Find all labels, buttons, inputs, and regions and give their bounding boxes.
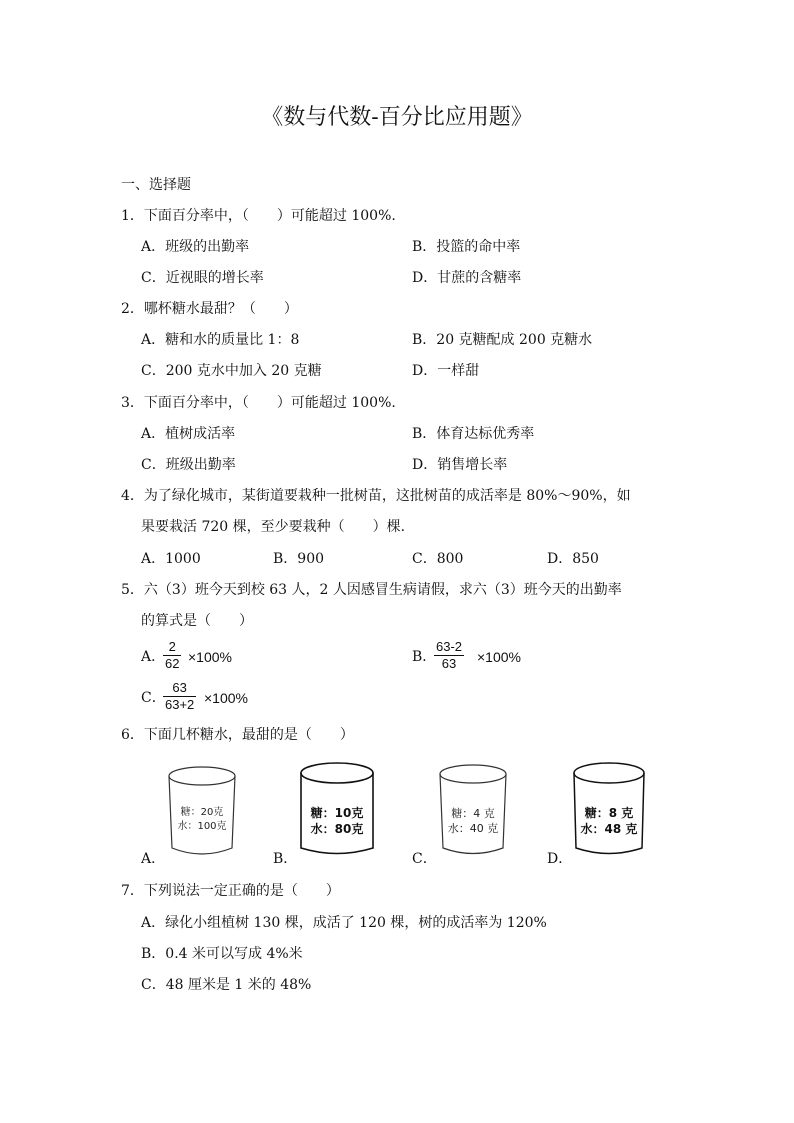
cup-a-image <box>165 764 239 860</box>
question-3-option-d[interactable]: D．销售增长率 <box>412 457 508 473</box>
cup-b-image <box>298 760 376 860</box>
question-2-option-d[interactable]: D．一样甜 <box>412 363 480 379</box>
question-3-stem: 3．下面百分率中，（ ）可能超过 100%. <box>121 395 396 411</box>
question-3-option-b[interactable]: B．体育达标优秀率 <box>412 426 535 442</box>
cup-rim <box>440 765 506 783</box>
question-5-option-c-multiplier: ×100% <box>204 690 248 706</box>
page-title: 《数与代数-百分比应用题》 <box>261 105 533 130</box>
question-4-stem-line-2: 果要栽活 720 棵，至少要栽种（ ）棵. <box>141 519 406 535</box>
cup-a-sugar: 糖：20克 <box>180 807 224 818</box>
cup-c-water: 水：40 克 <box>447 822 499 835</box>
section-heading: 一、选择题 <box>121 177 191 193</box>
question-1-option-d[interactable]: D．甘蔗的含糖率 <box>412 270 522 286</box>
fraction-denominator: 62 <box>165 656 180 671</box>
question-5-stem-line-2: 的算式是（ ） <box>141 613 253 629</box>
question-5-option-b-fraction <box>434 639 464 672</box>
cup-rim <box>169 767 235 785</box>
question-7-option-b[interactable]: B．0.4 米可以写成 4%米 <box>141 946 303 962</box>
question-4-option-a[interactable]: A．1000 <box>141 551 201 567</box>
fraction-numerator: 63 <box>172 680 187 695</box>
question-6-option-d-label[interactable]: D． <box>547 851 573 867</box>
question-7-option-c[interactable]: C．48 厘米是 1 米的 48% <box>141 977 312 993</box>
cup-rim <box>301 763 373 783</box>
question-2-option-c[interactable]: C．200 克水中加入 20 克糖 <box>141 363 322 379</box>
cup-d-sugar: 糖：8 克 <box>584 806 634 820</box>
question-6-stem: 6．下面几杯糖水，最甜的是（ ） <box>121 727 354 743</box>
question-5-option-c-fraction <box>163 680 196 713</box>
question-5-option-a-label[interactable]: A． <box>141 649 166 665</box>
question-5-option-b-multiplier: ×100% <box>477 649 521 665</box>
question-2-option-b[interactable]: B．20 克糖配成 200 克糖水 <box>412 332 593 348</box>
question-7-stem: 7．下列说法一定正确的是（ ） <box>121 883 340 899</box>
question-6-option-c-label[interactable]: C． <box>412 851 437 867</box>
fraction-numerator: 63-2 <box>436 639 463 654</box>
question-1-stem: 1．下面百分率中，（ ）可能超过 100%. <box>121 208 396 224</box>
question-6-option-a-label[interactable]: A． <box>141 851 166 867</box>
question-5-stem-line-1: 5．六（3）班今天到校 63 人，2 人因感冒生病请假，求六（3）班今天的出勤率 <box>121 582 622 598</box>
cup-c-sugar: 糖：4 克 <box>451 807 495 820</box>
question-4-option-c[interactable]: C．800 <box>412 551 464 567</box>
question-4-option-b[interactable]: B．900 <box>273 551 325 567</box>
question-1-option-a[interactable]: A．班级的出勤率 <box>141 239 250 255</box>
question-5-option-a-multiplier: ×100% <box>188 649 232 665</box>
cup-a-water: 水：100克 <box>177 821 227 832</box>
question-4-stem-line-1: 4．为了绿化城市，某街道要栽种一批树苗，这批树苗的成活率是 80%～90%，如 <box>121 488 631 504</box>
question-5-option-b-label[interactable]: B． <box>412 649 437 665</box>
question-6-option-b-label[interactable]: B． <box>273 851 298 867</box>
question-3-option-a[interactable]: A．植树成活率 <box>141 426 236 442</box>
fraction-numerator: 2 <box>168 639 176 654</box>
cup-d-image <box>571 760 647 860</box>
question-1-option-c[interactable]: C．近视眼的增长率 <box>141 270 264 286</box>
question-2-stem: 2．哪杯糖水最甜？（ ） <box>121 301 298 317</box>
cup-b-sugar: 糖：10克 <box>310 806 364 820</box>
fraction-denominator: 63 <box>441 656 457 671</box>
question-3-option-c[interactable]: C．班级出勤率 <box>141 457 236 473</box>
question-5-option-a-fraction <box>163 639 181 672</box>
question-5-option-c-label[interactable]: C． <box>141 690 166 706</box>
question-7-option-a[interactable]: A．绿化小组植树 130 棵，成活了 120 棵，树的成活率为 120% <box>141 915 547 931</box>
question-2-option-a[interactable]: A．糖和水的质量比 1：8 <box>141 332 300 348</box>
fraction-denominator: 63+2 <box>165 697 195 712</box>
cup-b-water: 水：80克 <box>310 822 364 836</box>
question-1-option-b[interactable]: B．投篮的命中率 <box>412 239 521 255</box>
cup-c-image <box>437 762 509 860</box>
cup-d-water: 水：48 克 <box>580 822 638 836</box>
question-4-option-d[interactable]: D．850 <box>547 551 599 567</box>
cup-rim <box>574 763 644 783</box>
